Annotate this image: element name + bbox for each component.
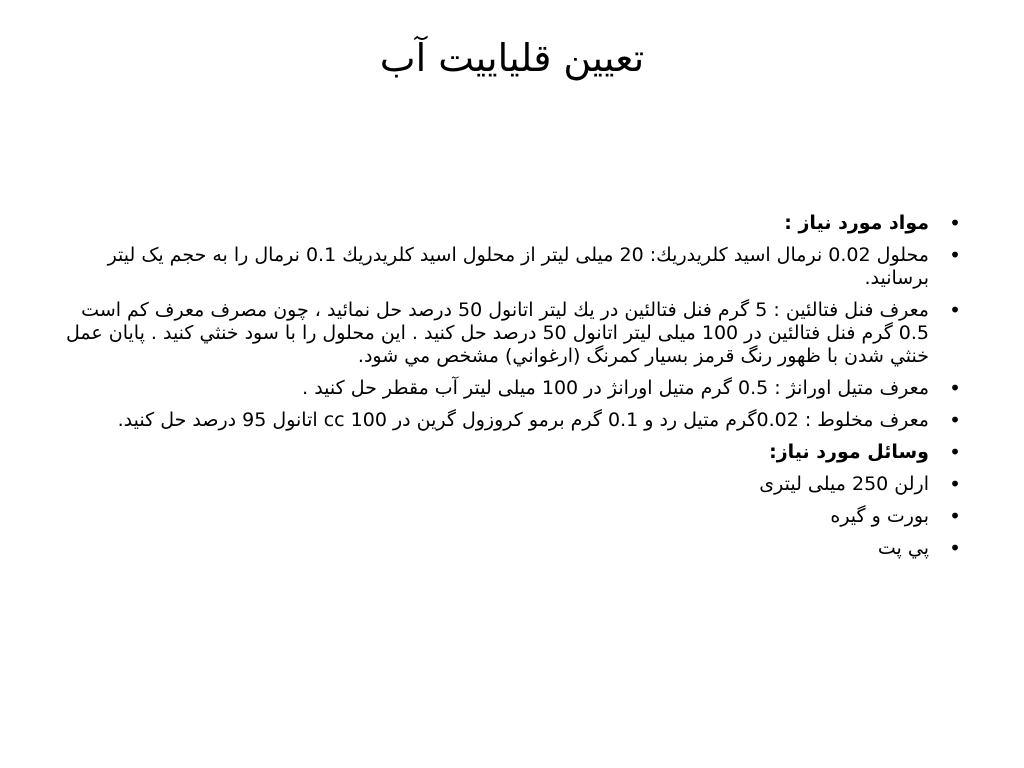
- bullet-text: معرف متیل اورانژ : 0.5 گرم متیل اورانژ در 100 میلی لیتر آب مقطر حل کنید .: [302, 377, 929, 399]
- list-item: [63, 243, 961, 290]
- list-item: [63, 440, 961, 464]
- bullet-icon: •: [949, 376, 961, 400]
- bullet-list: [63, 211, 961, 569]
- bullet-text: بورت و گیره: [830, 505, 929, 527]
- list-item: [63, 298, 961, 368]
- bullet-icon: •: [949, 504, 961, 528]
- list-item: [63, 504, 961, 528]
- bullet-text: پي پت: [877, 537, 929, 559]
- bullet-icon: •: [949, 536, 961, 560]
- bullet-icon: •: [949, 472, 961, 496]
- bullet-text: معرف مخلوط : 0.02گرم متیل رد و 0.1 گرم برمو کروزول گرین در 100 cc اتانول 95 درصد حل کنید.: [117, 409, 929, 431]
- bullet-icon: •: [949, 243, 961, 267]
- bullet-text: ارلن 250 میلی لیتری: [759, 473, 929, 495]
- bullet-text: وسائل مورد نیاز:: [769, 441, 929, 463]
- list-item: [63, 536, 961, 560]
- list-item: [63, 376, 961, 400]
- bullet-text: محلول 0.02 نرمال اسید کلریدریك: 20 میلی لیتر از محلول اسید کلریدریك 0.1 نرمال را به حجم یک لیتر برسانید.: [107, 244, 929, 289]
- bullet-text: معرف فنل فتالئین : 5 گرم فنل فتالئین در یك لیتر اتانول 50 درصد حل نمائید ، چون مصرف معرف کم است 0.5 گرم فنل فتالئین در 100 میلی لیتر اتانول 50 درصد حل کنید . این محلول را با سود خنثي کنید . پایان عمل خنثي شدن با ظهور رنگ قرمز بسیار کمرنگ (ارغواني) مشخص مي شود.: [66, 299, 929, 367]
- bullet-icon: •: [949, 211, 961, 235]
- bullet-icon: •: [949, 298, 961, 322]
- slide-title: تعیین قلیاییت آب: [379, 36, 645, 80]
- bullet-icon: •: [949, 440, 961, 464]
- bullet-icon: •: [949, 408, 961, 432]
- list-item: [63, 408, 961, 432]
- list-item: [63, 472, 961, 496]
- bullet-text: مواد مورد نیاز :: [784, 212, 929, 234]
- list-item: [63, 211, 961, 235]
